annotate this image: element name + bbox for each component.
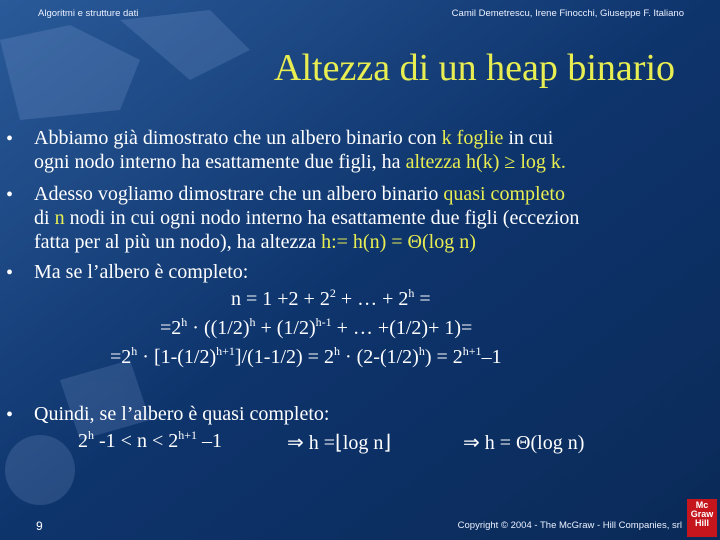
equation-4-result-theta: ⇒ h = Θ(log n) — [463, 432, 585, 454]
slide-title: Altezza di un heap binario — [274, 47, 675, 89]
equation-1: $n = 1 +2 + 2^2$ + … + $2^h$ = — [231, 286, 431, 310]
bullet-2-line-1: Adesso vogliamo dimostrare che un albero binario quasi completo — [34, 183, 565, 205]
copyright: Copyright © 2004 - The McGraw - Hill Companies, srl — [457, 520, 682, 531]
equation-4-result-floor: ⇒ h =⌊log n⌋ — [287, 432, 392, 454]
bullet-1-line-1: Abbiamo già dimostrato che un albero binario con k foglie in cui — [34, 127, 554, 149]
bullet-marker: • — [6, 184, 14, 206]
course-title: Algoritmi e strutture dati — [38, 8, 139, 19]
bullet-marker: • — [6, 262, 14, 284]
bullet-4-line-1: Quindi, se l’albero è quasi completo: — [34, 403, 330, 425]
bullet-marker: • — [6, 404, 14, 426]
equation-3: $=2^h \cdot [1-(1/2)^{h+1}]/(1-1/2) = 2^h \cdot (2-(1/2)^h) = 2^{h+1}-1$ — [110, 344, 502, 368]
bullet-1-line-2: ogni nodo interno ha esattamente due figli, ha altezza h(k) ≥ log k. — [34, 151, 566, 173]
bullet-marker: • — [6, 128, 14, 150]
bullet-2-line-3: fatta per al più un nodo), ha altezza h:= h(n) = Θ(log n) — [34, 231, 476, 253]
bullet-3-line-1: Ma se l’albero è completo: — [34, 261, 249, 283]
authors: Camil Demetrescu, Irene Finocchi, Giuseppe F. Italiano — [451, 8, 684, 19]
equation-4: 2$^h$ $-1 < n < 2^{h+1}$ –1 — [78, 428, 222, 452]
mcgraw-hill-logo: Mc Graw Hill — [687, 499, 717, 537]
bullet-2-line-2: di n nodi in cui ogni nodo interno ha esattamente due figli (eccezion — [34, 207, 580, 229]
equation-2: $=2^h \cdot ((1/2)^h + (1/2)^{h-1}$ + … +(1/2)+ 1)= — [160, 315, 473, 339]
page-number: 9 — [36, 519, 43, 533]
